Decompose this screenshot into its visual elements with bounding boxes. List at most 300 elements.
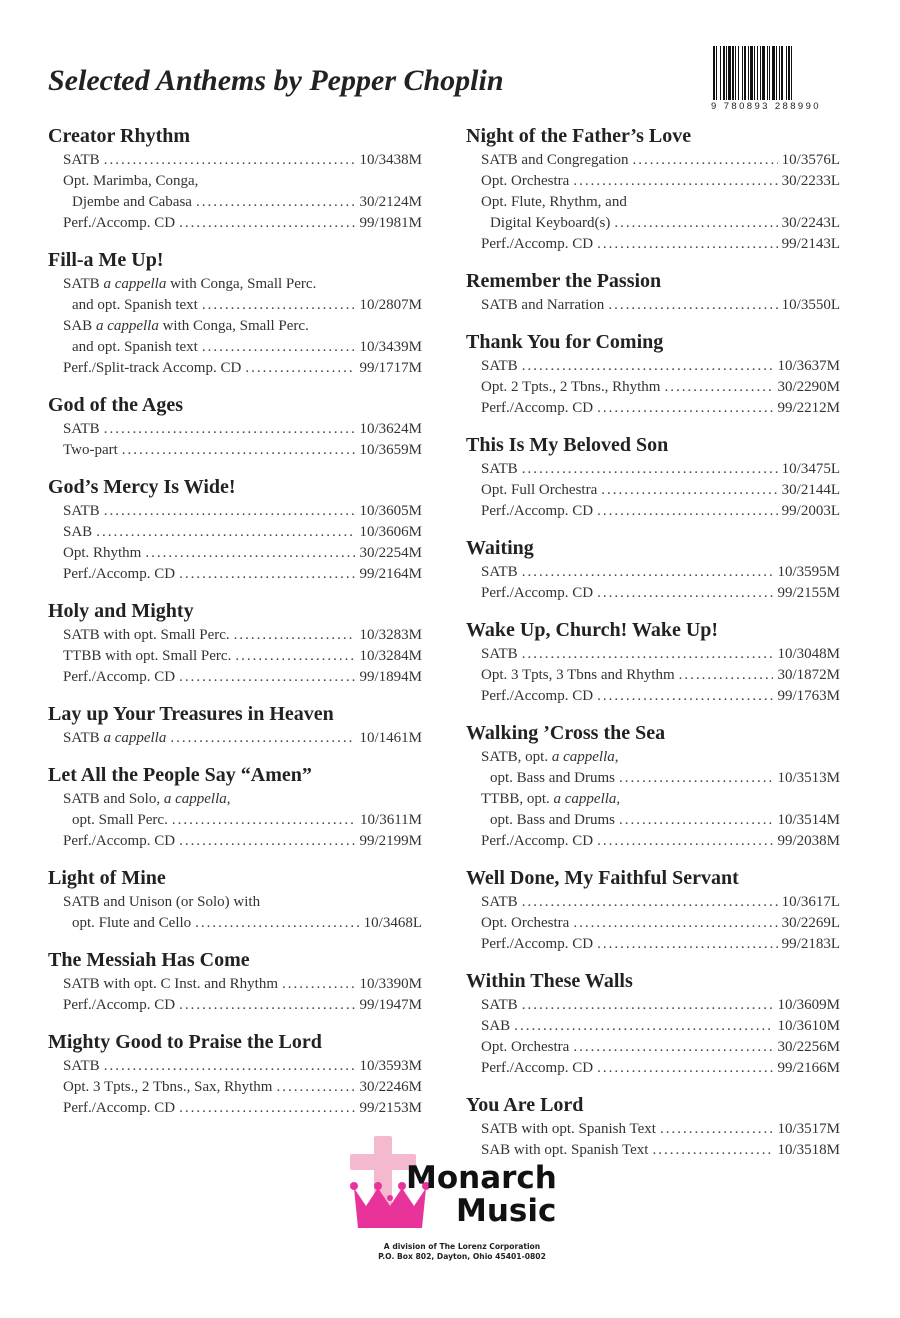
edition-item xyxy=(48,274,422,316)
edition-line xyxy=(481,480,840,501)
dot-leader xyxy=(145,543,355,564)
barcode-number: 9 780893 288990 xyxy=(711,101,821,112)
edition-line xyxy=(481,234,840,255)
left-column xyxy=(48,124,422,1133)
edition-item xyxy=(466,665,840,686)
catalog-number: 10/3605M xyxy=(359,503,422,519)
dot-leader xyxy=(514,1016,773,1037)
edition-description: Opt. Rhythm xyxy=(63,545,142,561)
anthem-block xyxy=(48,948,422,1016)
edition-description: TTBB with opt. Small Perc. xyxy=(63,648,232,664)
edition-line xyxy=(63,316,422,337)
edition-line xyxy=(481,747,840,768)
catalog-number: 10/3284M xyxy=(359,648,422,664)
dot-leader xyxy=(179,831,355,852)
catalog-number: 10/1461M xyxy=(359,730,422,746)
anthem-block xyxy=(466,330,840,419)
catalog-number: 99/2003L xyxy=(781,503,840,519)
anthem-block xyxy=(48,393,422,461)
dot-leader xyxy=(614,213,777,234)
edition-line xyxy=(63,1098,422,1119)
catalog-number: 99/2183L xyxy=(781,936,840,952)
anthem-title: Waiting xyxy=(466,537,534,559)
catalog-number: 30/2243L xyxy=(781,215,840,231)
edition-item xyxy=(466,1016,840,1037)
catalog-number: 99/1947M xyxy=(359,997,422,1013)
dot-leader xyxy=(597,934,778,955)
edition-item xyxy=(466,831,840,852)
edition-line xyxy=(63,171,422,192)
edition-description: SATB xyxy=(481,461,518,477)
anthem-block xyxy=(48,248,422,379)
anthem-title: Holy and Mighty xyxy=(48,600,194,622)
dot-leader xyxy=(282,974,355,995)
edition-line xyxy=(481,686,840,707)
edition-line xyxy=(481,1058,840,1079)
edition-line xyxy=(481,501,840,522)
edition-description: Perf./Accomp. CD xyxy=(481,585,594,601)
catalog-number: 10/3390M xyxy=(359,976,422,992)
dot-leader xyxy=(633,150,778,171)
edition-item xyxy=(466,192,840,234)
dot-leader xyxy=(597,398,773,419)
catalog-number: 30/1872M xyxy=(777,667,840,683)
edition-line xyxy=(63,789,422,810)
edition-line xyxy=(63,440,422,461)
edition-item xyxy=(48,789,422,831)
anthem-title: Mighty Good to Praise the Lord xyxy=(48,1031,322,1053)
catalog-number: 30/2254M xyxy=(359,545,422,561)
edition-line xyxy=(63,295,422,316)
catalog-number: 30/2246M xyxy=(359,1079,422,1095)
anthem-title: Thank You for Coming xyxy=(466,331,664,353)
catalog-number: 99/1717M xyxy=(359,360,422,376)
anthem-block xyxy=(48,124,422,234)
edition-item xyxy=(48,1098,422,1119)
anthem-block xyxy=(466,124,840,255)
anthem-title: Walking ’Cross the Sea xyxy=(466,722,666,744)
edition-line xyxy=(481,171,840,192)
dot-leader xyxy=(652,1140,773,1161)
edition-description: Opt. Orchestra xyxy=(481,1039,570,1055)
dot-leader xyxy=(202,337,356,358)
catalog-number: 10/3576L xyxy=(781,152,840,168)
catalog-number: 99/2143L xyxy=(781,236,840,252)
right-column xyxy=(466,124,840,1175)
dot-leader xyxy=(573,913,777,934)
edition-item xyxy=(48,440,422,461)
catalog-number: 10/3513M xyxy=(777,770,840,786)
catalog-number: 10/3617L xyxy=(781,894,840,910)
edition-item xyxy=(48,1077,422,1098)
catalog-number: 10/3048M xyxy=(777,646,840,662)
publisher-address: P.O. Box 802, Dayton, Ohio 45401-0802 xyxy=(378,1252,546,1261)
dot-leader xyxy=(234,625,356,646)
catalog-number: 10/3475L xyxy=(781,461,840,477)
edition-item xyxy=(48,646,422,667)
edition-item xyxy=(466,398,840,419)
edition-line xyxy=(63,419,422,440)
edition-line xyxy=(63,150,422,171)
edition-description: Opt. Full Orchestra xyxy=(481,482,598,498)
catalog-number: 99/1763M xyxy=(777,688,840,704)
edition-line xyxy=(63,337,422,358)
edition-description: Two-part xyxy=(63,442,118,458)
catalog-number: 10/3610M xyxy=(777,1018,840,1034)
edition-description: Perf./Accomp. CD xyxy=(481,936,594,952)
catalog-number: 30/2233L xyxy=(781,173,840,189)
anthem-title: This Is My Beloved Son xyxy=(466,434,669,456)
edition-line xyxy=(481,150,840,171)
catalog-number: 10/3637M xyxy=(777,358,840,374)
edition-line xyxy=(63,892,422,913)
catalog-number: 99/1981M xyxy=(359,215,422,231)
edition-line xyxy=(63,625,422,646)
dot-leader xyxy=(202,295,356,316)
edition-description: SATB xyxy=(63,421,100,437)
edition-description: SATB xyxy=(481,646,518,662)
edition-line xyxy=(481,995,840,1016)
edition-description: Perf./Accomp. CD xyxy=(481,1060,594,1076)
catalog-number: 99/2038M xyxy=(777,833,840,849)
edition-line xyxy=(63,995,422,1016)
edition-item xyxy=(466,1037,840,1058)
catalog-number: 30/2290M xyxy=(777,379,840,395)
anthem-block xyxy=(48,702,422,749)
dot-leader xyxy=(122,440,356,461)
catalog-number: 10/3439M xyxy=(359,339,422,355)
dot-leader xyxy=(573,1037,773,1058)
edition-line xyxy=(481,398,840,419)
edition-item xyxy=(466,892,840,913)
edition-line xyxy=(481,810,840,831)
edition-item xyxy=(466,562,840,583)
anthem-block xyxy=(466,721,840,852)
anthem-title: Night of the Father’s Love xyxy=(466,125,692,147)
edition-item xyxy=(466,501,840,522)
edition-line xyxy=(481,213,840,234)
edition-line xyxy=(63,192,422,213)
edition-line xyxy=(63,728,422,749)
catalog-number: 10/3611M xyxy=(360,812,422,828)
anthem-block xyxy=(48,866,422,934)
edition-description: SATB with opt. C Inst. and Rhythm xyxy=(63,976,279,992)
edition-item xyxy=(48,150,422,171)
edition-description: Perf./Accomp. CD xyxy=(63,566,176,582)
anthem-block xyxy=(466,269,840,316)
catalog-number: 99/2212M xyxy=(777,400,840,416)
edition-description: SATB with opt. Spanish Text xyxy=(481,1121,656,1137)
dot-leader xyxy=(104,150,356,171)
edition-line xyxy=(63,1077,422,1098)
edition-line xyxy=(481,562,840,583)
dot-leader xyxy=(522,892,778,913)
edition-line xyxy=(63,522,422,543)
edition-item xyxy=(466,686,840,707)
edition-item xyxy=(48,995,422,1016)
publisher-name-line1: Monarch xyxy=(406,1160,557,1196)
dot-leader xyxy=(664,377,773,398)
edition-line xyxy=(63,667,422,688)
dot-leader xyxy=(195,913,359,934)
anthem-title: God of the Ages xyxy=(48,394,183,416)
anthem-title: Light of Mine xyxy=(48,867,166,889)
edition-line xyxy=(63,1056,422,1077)
edition-description: Digital Keyboard(s) xyxy=(490,215,611,231)
edition-description: SATB with opt. Small Perc. xyxy=(63,627,230,643)
edition-description: SAB xyxy=(481,1018,511,1034)
catalog-number: 99/2155M xyxy=(777,585,840,601)
edition-description: Perf./Accomp. CD xyxy=(481,833,594,849)
dot-leader xyxy=(196,192,356,213)
edition-item xyxy=(466,171,840,192)
edition-item xyxy=(466,1058,840,1079)
edition-description: Perf./Accomp. CD xyxy=(63,997,176,1013)
edition-description: Perf./Accomp. CD xyxy=(481,503,594,519)
anthem-title: Well Done, My Faithful Servant xyxy=(466,867,739,889)
edition-description: Perf./Accomp. CD xyxy=(63,669,176,685)
catalog-number: 10/3514M xyxy=(777,812,840,828)
edition-description: Perf./Accomp. CD xyxy=(481,400,594,416)
edition-description: SATB and Unison (or Solo) with xyxy=(63,894,261,910)
edition-description: SATB, opt. a cappella, xyxy=(481,749,619,765)
anthem-title: Lay up Your Treasures in Heaven xyxy=(48,703,334,725)
edition-line xyxy=(481,192,840,213)
barcode xyxy=(711,46,837,112)
publisher-info xyxy=(362,1242,562,1262)
anthem-title: Creator Rhythm xyxy=(48,125,191,147)
dot-leader xyxy=(522,644,774,665)
dot-leader xyxy=(104,1056,356,1077)
edition-item xyxy=(466,459,840,480)
edition-description: SAB xyxy=(63,524,93,540)
edition-item xyxy=(466,583,840,604)
edition-line xyxy=(481,1037,840,1058)
edition-line xyxy=(481,934,840,955)
edition-line xyxy=(481,356,840,377)
dot-leader xyxy=(522,995,774,1016)
edition-line xyxy=(481,644,840,665)
catalog-number: 10/3609M xyxy=(777,997,840,1013)
anthem-title: The Messiah Has Come xyxy=(48,949,250,971)
dot-leader xyxy=(597,686,773,707)
edition-description: and opt. Spanish text xyxy=(72,297,198,313)
edition-line xyxy=(63,564,422,585)
catalog-number: 30/2144L xyxy=(781,482,840,498)
dot-leader xyxy=(522,356,774,377)
edition-description: Opt. 3 Tpts., 2 Tbns., Sax, Rhythm xyxy=(63,1079,273,1095)
edition-description: SATB and Congregation xyxy=(481,152,629,168)
edition-line xyxy=(63,974,422,995)
edition-item xyxy=(466,295,840,316)
edition-item xyxy=(466,356,840,377)
edition-line xyxy=(481,892,840,913)
edition-item xyxy=(466,913,840,934)
page-title: Selected Anthems by Pepper Choplin xyxy=(48,64,504,97)
edition-item xyxy=(466,234,840,255)
edition-description: TTBB, opt. a cappella, xyxy=(481,791,621,807)
edition-item xyxy=(466,747,840,789)
edition-description: Opt. 2 Tpts., 2 Tbns., Rhythm xyxy=(481,379,661,395)
edition-line xyxy=(63,213,422,234)
catalog-number: 10/3606M xyxy=(359,524,422,540)
anthem-title: God’s Mercy Is Wide! xyxy=(48,476,236,498)
edition-description: Opt. Orchestra xyxy=(481,915,570,931)
edition-item xyxy=(48,1056,422,1077)
edition-line xyxy=(481,789,840,810)
dot-leader xyxy=(608,295,777,316)
edition-item xyxy=(48,625,422,646)
dot-leader xyxy=(245,358,355,379)
edition-description: Opt. Flute, Rhythm, and xyxy=(481,194,627,210)
edition-line xyxy=(63,543,422,564)
anthem-title: Within These Walls xyxy=(466,970,633,992)
edition-item xyxy=(48,831,422,852)
edition-item xyxy=(48,171,422,213)
edition-description: SATB xyxy=(481,564,518,580)
catalog-number: 99/2166M xyxy=(777,1060,840,1076)
edition-description: SATB xyxy=(63,152,100,168)
edition-description: SATB and Solo, a cappella, xyxy=(63,791,231,807)
edition-description: and opt. Spanish text xyxy=(72,339,198,355)
dot-leader xyxy=(522,562,774,583)
catalog-number: 10/3518M xyxy=(777,1142,840,1158)
catalog-number: 99/2164M xyxy=(359,566,422,582)
edition-description: SAB with opt. Spanish Text xyxy=(481,1142,649,1158)
edition-line xyxy=(481,459,840,480)
edition-line xyxy=(63,831,422,852)
dot-leader xyxy=(601,480,777,501)
edition-item xyxy=(48,543,422,564)
dot-leader xyxy=(104,419,356,440)
dot-leader xyxy=(597,831,773,852)
anthem-block xyxy=(466,866,840,955)
edition-description: SATB xyxy=(63,1058,100,1074)
edition-item xyxy=(48,728,422,749)
anthem-block xyxy=(466,536,840,604)
dot-leader xyxy=(679,665,774,686)
edition-item xyxy=(48,667,422,688)
dot-leader xyxy=(597,501,778,522)
catalog-number: 30/2256M xyxy=(777,1039,840,1055)
dot-leader xyxy=(170,728,355,749)
edition-description: Djembe and Cabasa xyxy=(72,194,192,210)
edition-item xyxy=(466,644,840,665)
edition-item xyxy=(48,419,422,440)
edition-line xyxy=(63,501,422,522)
edition-description: Opt. Marimba, Conga, xyxy=(63,173,199,189)
anthem-title: Let All the People Say “Amen” xyxy=(48,764,312,786)
edition-description: SATB a cappella with Conga, Small Perc. xyxy=(63,276,317,292)
edition-item xyxy=(48,213,422,234)
edition-item xyxy=(48,892,422,934)
edition-line xyxy=(481,768,840,789)
catalog-number: 10/3593M xyxy=(359,1058,422,1074)
edition-description: SATB and Narration xyxy=(481,297,605,313)
publisher-division: A division of The Lorenz Corporation xyxy=(383,1242,541,1251)
edition-description: SATB xyxy=(63,503,100,519)
dot-leader xyxy=(597,234,778,255)
edition-description: opt. Bass and Drums xyxy=(490,770,615,786)
dot-leader xyxy=(619,810,773,831)
anthem-block xyxy=(48,1030,422,1119)
edition-item xyxy=(48,316,422,358)
catalog-number: 10/2807M xyxy=(359,297,422,313)
anthem-block xyxy=(48,475,422,585)
publisher-name-line2: Music xyxy=(456,1193,557,1229)
edition-line xyxy=(481,295,840,316)
dot-leader xyxy=(235,646,355,667)
edition-line xyxy=(481,831,840,852)
catalog-number: 30/2269L xyxy=(781,915,840,931)
edition-item xyxy=(466,789,840,831)
catalog-number: 10/3283M xyxy=(359,627,422,643)
edition-description: Perf./Accomp. CD xyxy=(63,833,176,849)
publisher-logo xyxy=(340,1132,580,1272)
edition-description: Perf./Accomp. CD xyxy=(481,236,594,252)
edition-line xyxy=(63,358,422,379)
anthem-title: You Are Lord xyxy=(466,1094,584,1116)
dot-leader xyxy=(597,1058,773,1079)
anthem-title: Fill-a Me Up! xyxy=(48,249,164,271)
catalog-number: 10/3595M xyxy=(777,564,840,580)
edition-line xyxy=(63,810,422,831)
edition-description: Opt. Orchestra xyxy=(481,173,570,189)
dot-leader xyxy=(179,995,355,1016)
edition-item xyxy=(48,974,422,995)
edition-description: SATB xyxy=(481,894,518,910)
anthem-block xyxy=(466,969,840,1079)
edition-item xyxy=(48,564,422,585)
catalog-number: 10/3517M xyxy=(777,1121,840,1137)
catalog-number: 10/3659M xyxy=(359,442,422,458)
edition-description: Perf./Accomp. CD xyxy=(481,688,594,704)
edition-description: Perf./Split-track Accomp. CD xyxy=(63,360,242,376)
edition-description: Opt. 3 Tpts, 3 Tbns and Rhythm xyxy=(481,667,675,683)
anthem-block xyxy=(48,763,422,852)
edition-line xyxy=(481,583,840,604)
edition-line xyxy=(481,665,840,686)
anthem-block xyxy=(466,433,840,522)
barcode-bars-icon xyxy=(711,46,837,100)
dot-leader xyxy=(104,501,356,522)
catalog-number: 10/3624M xyxy=(359,421,422,437)
anthem-title: Remember the Passion xyxy=(466,270,662,292)
catalog-number: 10/3468L xyxy=(363,915,422,931)
edition-line xyxy=(63,646,422,667)
edition-description: opt. Bass and Drums xyxy=(490,812,615,828)
edition-description: opt. Small Perc. xyxy=(72,812,168,828)
edition-line xyxy=(63,913,422,934)
edition-item xyxy=(466,480,840,501)
edition-item xyxy=(466,995,840,1016)
edition-description: SATB xyxy=(481,997,518,1013)
dot-leader xyxy=(522,459,778,480)
edition-description: Perf./Accomp. CD xyxy=(63,215,176,231)
edition-item xyxy=(466,150,840,171)
catalog-number: 10/3550L xyxy=(781,297,840,313)
anthem-title: Wake Up, Church! Wake Up! xyxy=(466,619,719,641)
edition-line xyxy=(481,377,840,398)
catalog-number: 99/2199M xyxy=(359,833,422,849)
anthem-block xyxy=(48,599,422,688)
edition-item xyxy=(466,934,840,955)
edition-item xyxy=(48,358,422,379)
edition-item xyxy=(48,522,422,543)
edition-description: SAB a cappella with Conga, Small Perc. xyxy=(63,318,309,334)
edition-description: Perf./Accomp. CD xyxy=(63,1100,176,1116)
dot-leader xyxy=(660,1119,774,1140)
